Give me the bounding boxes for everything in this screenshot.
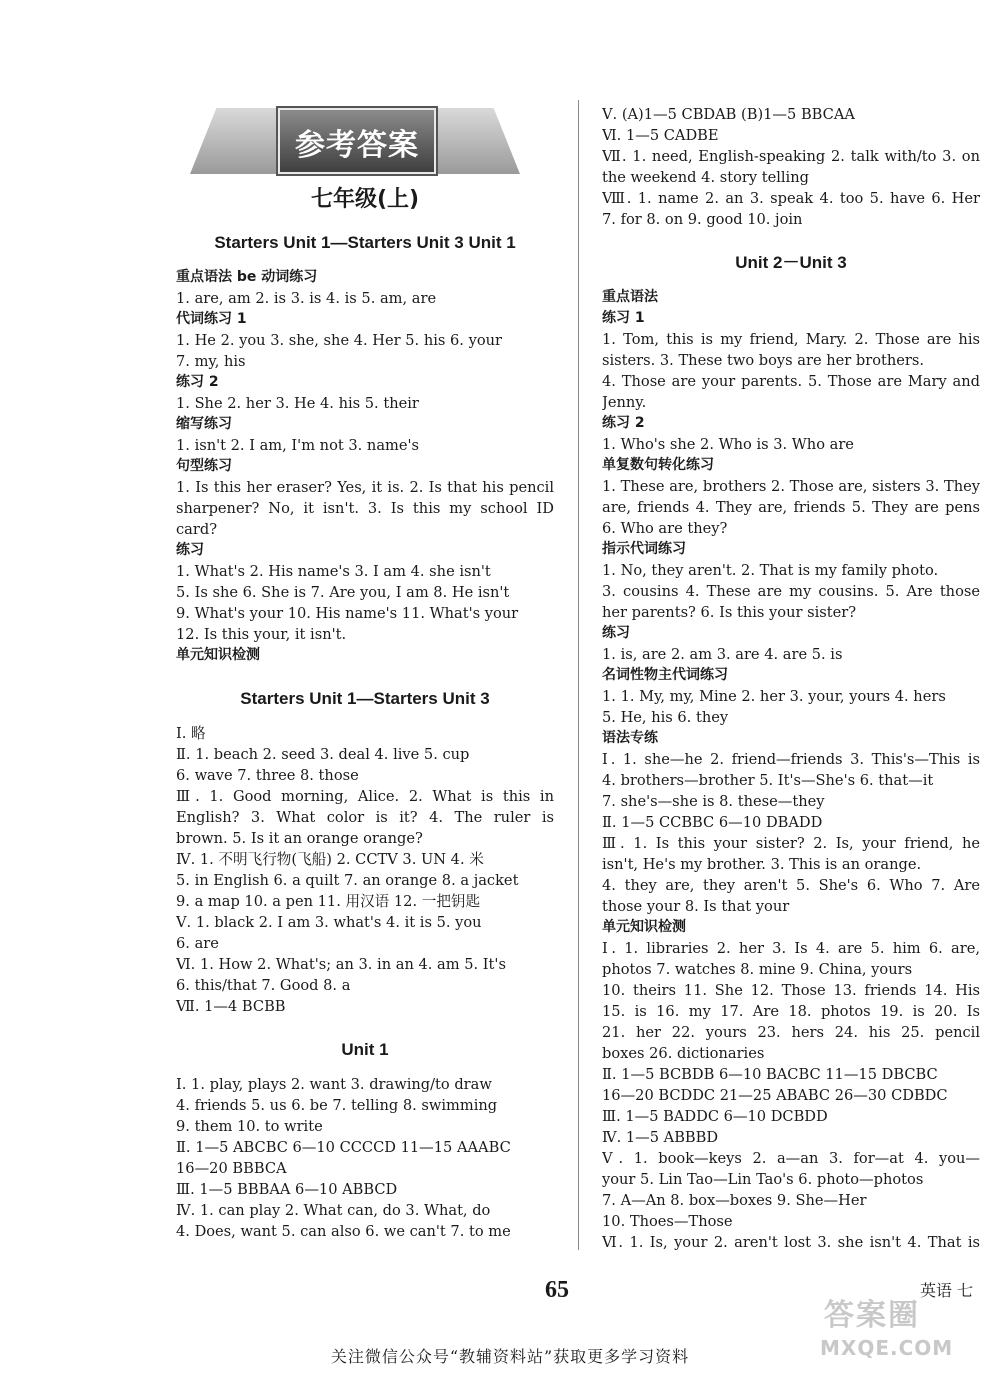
answer-line: 6. this/that 7. Good 8. a bbox=[176, 977, 351, 994]
section-heading: 缩写练习 bbox=[176, 416, 232, 432]
answer-line: 1. isn't 2. I am, I'm not 3. name's bbox=[176, 437, 419, 454]
answer-line: 6. are bbox=[176, 935, 219, 952]
section-heading: 代词练习 1 bbox=[176, 311, 247, 327]
answer-line: Ⅰ. 1. libraries 2. her 3. Is 4. are 5. him 6. are, bbox=[602, 940, 980, 957]
answer-line: 1. She 2. her 3. He 4. his 5. their bbox=[176, 395, 419, 412]
answer-line: 1. Tom, this is my friend, Mary. 2. Those are his bbox=[602, 331, 980, 348]
answer-line: photos 7. watches 8. mine 9. China, yours bbox=[602, 961, 913, 978]
answer-line: 5. Is she 6. She is 7. Are you, I am 8. He isn't bbox=[176, 584, 510, 601]
answer-line: 1. is, are 2. am 3. are 4. are 5. is bbox=[602, 646, 843, 663]
watermark-bottom: MXQE.COM bbox=[820, 1336, 954, 1360]
answer-line: 1. These are, brothers 2. Those are, sisters 3. They bbox=[602, 478, 980, 495]
answer-line: English? 3. What color is it? 4. The ruler is bbox=[176, 809, 554, 826]
answer-line: card? bbox=[176, 521, 218, 538]
answer-line: Ⅱ. 1. beach 2. seed 3. deal 4. live 5. cup bbox=[176, 746, 470, 763]
answer-line: 3. cousins 4. These are my cousins. 5. Are those bbox=[602, 583, 980, 600]
answer-line: Jenny. bbox=[602, 394, 647, 411]
answer-line: sisters. 3. These two boys are her brothers. bbox=[602, 352, 924, 369]
answer-line: Ⅳ. 1. can play 2. What can, do 3. What, do bbox=[176, 1202, 491, 1219]
answer-line: 21. her 22. yours 23. hers 24. his 25. pencil bbox=[602, 1024, 980, 1041]
answer-line: Ⅶ. 1. need, English-speaking 2. talk with/to 3. on bbox=[602, 148, 980, 165]
answer-line: your 5. Lin Tao—Lin Tao's 6. photo—photos bbox=[602, 1171, 924, 1188]
section-heading: 指示代词练习 bbox=[602, 541, 686, 557]
answer-line: Ⅳ. 1. 不明飞行物(飞船) 2. CCTV 3. UN 4. 米 bbox=[176, 851, 484, 868]
answer-line: 6. wave 7. three 8. those bbox=[176, 767, 359, 784]
answer-line: Ⅱ. 1—5 ABCBC 6—10 CCCCD 11—15 AAABC bbox=[176, 1139, 511, 1156]
answer-line: 1. He 2. you 3. she, she 4. Her 5. his 6. your bbox=[176, 332, 502, 349]
right-column bbox=[602, 104, 980, 1253]
answer-line: sharpener? No, it isn't. 3. Is this my school ID bbox=[176, 500, 554, 517]
answer-line: 5. in English 6. a quilt 7. an orange 8. a jacket bbox=[176, 872, 519, 889]
answer-line: 1. Who's she 2. Who is 3. Who are bbox=[602, 436, 854, 453]
answer-line: Ⅱ. 1—5 BCBDB 6—10 BACBC 11—15 DBCBC bbox=[602, 1066, 938, 1083]
answer-line: 4. Does, want 5. can also 6. we can't 7. to me bbox=[176, 1223, 511, 1240]
footer-note: 关注微信公众号“教辅资料站”获取更多学习资料 bbox=[330, 1347, 690, 1366]
answer-line: 7. A—An 8. box—boxes 9. She—Her bbox=[602, 1192, 867, 1209]
section-heading: 重点语法 be 动词练习 bbox=[176, 269, 318, 285]
answer-line: 4. they are, they aren't 5. She's 6. Who 7. Are bbox=[602, 877, 980, 894]
answer-line: 9. a map 10. a pen 11. 用汉语 12. 一把钥匙 bbox=[176, 893, 481, 910]
section-heading: 句型练习 bbox=[176, 458, 232, 474]
answer-line: 1. 1. My, my, Mine 2. her 3. your, yours 4. hers bbox=[602, 688, 946, 705]
section-heading: 单元知识检测 bbox=[602, 919, 686, 935]
unit-heading: Unit 1 bbox=[341, 1040, 389, 1059]
answer-line: 10. theirs 11. She 12. Those 13. friends 14. His bbox=[602, 982, 980, 999]
answer-line: boxes 26. dictionaries bbox=[602, 1045, 765, 1062]
section-heading: 练习 1 bbox=[602, 310, 645, 326]
answer-line: Ⅳ. 1—5 ABBBD bbox=[602, 1129, 719, 1146]
answer-line: 7. she's—she is 8. these—they bbox=[602, 793, 825, 810]
left-column bbox=[176, 100, 554, 1242]
answer-line: Ⅴ. 1. book—keys 2. a—an 3. for—at 4. you— bbox=[602, 1150, 980, 1167]
answer-line: those your 8. Is that your bbox=[602, 898, 790, 915]
answer-line: Ⅵ. 1. Is, your 2. aren't lost 3. she isn't 4. That is bbox=[602, 1234, 980, 1251]
answer-line: Ⅲ. 1. Is this your sister? 2. Is, your friend, he bbox=[602, 835, 980, 852]
answer-line: 9. them 10. to write bbox=[176, 1118, 323, 1135]
answer-line: 1. No, they aren't. 2. That is my family photo. bbox=[602, 562, 939, 579]
answer-line: her parents? 6. Is this your sister? bbox=[602, 604, 857, 621]
answer-line: isn't, He's my brother. 3. This is an orange. bbox=[602, 856, 922, 873]
section-heading: 练习 bbox=[176, 542, 204, 558]
answer-line: Ⅴ. 1. black 2. I am 3. what's 4. it is 5. you bbox=[176, 914, 482, 931]
answer-line: 15. is 16. my 17. Are 18. photos 19. is 20. Is bbox=[602, 1003, 980, 1020]
answer-line: 12. Is this your, it isn't. bbox=[176, 626, 347, 643]
answer-line: Ⅲ. 1. Good morning, Alice. 2. What is this in bbox=[176, 788, 554, 805]
answer-line: 7. for 8. on 9. good 10. join bbox=[602, 211, 803, 228]
answer-line: the weekend 4. story telling bbox=[602, 169, 809, 186]
section-heading: 练习 2 bbox=[176, 374, 219, 390]
answer-line: 5. He, his 6. they bbox=[602, 709, 729, 726]
answer-line: 9. What's your 10. His name's 11. What's your bbox=[176, 605, 519, 622]
watermark-top: 答案圈 bbox=[824, 1298, 920, 1333]
answer-line: Ⅵ. 1—5 CADBE bbox=[602, 127, 719, 144]
column-divider bbox=[578, 100, 579, 1250]
answer-line: 4. friends 5. us 6. be 7. telling 8. swimming bbox=[176, 1097, 498, 1114]
answer-line: 16—20 BCDDC 21—25 ABABC 26—30 CDBDC bbox=[602, 1087, 948, 1104]
section-heading: 单元知识检测 bbox=[176, 647, 260, 663]
section-heading: 名词性物主代词练习 bbox=[602, 667, 728, 683]
answer-line: 6. Who are they? bbox=[602, 520, 728, 537]
section-heading: 练习 bbox=[602, 625, 630, 641]
answer-line: are, friends 4. They are, friends 5. They are pens bbox=[602, 499, 980, 516]
section-heading: 语法专练 bbox=[602, 730, 658, 746]
answer-line: Ⅲ. 1—5 BADDC 6—10 DCBDD bbox=[602, 1108, 828, 1125]
banner-title: 参考答案 bbox=[295, 128, 419, 163]
page-number: 65 bbox=[545, 1277, 569, 1303]
answer-line: Ⅰ. 略 bbox=[176, 725, 206, 742]
unit-heading: Starters Unit 1—Starters Unit 3 bbox=[240, 689, 490, 708]
section-heading: 单复数句转化练习 bbox=[602, 457, 714, 473]
grade-title: 七年级(上) bbox=[310, 187, 420, 212]
answer-line: 4. Those are your parents. 5. Those are Mary and bbox=[602, 373, 980, 390]
answer-line: 1. What's 2. His name's 3. I am 4. she isn't bbox=[176, 563, 491, 580]
answer-line: 7. my, his bbox=[176, 353, 246, 370]
answer-line: Ⅶ. 1—4 BCBB bbox=[176, 998, 286, 1015]
answer-line: Ⅷ. 1. name 2. an 3. speak 4. too 5. have 6. Her bbox=[602, 190, 980, 207]
unit-heading: Starters Unit 1—Starters Unit 3 Unit 1 bbox=[214, 233, 516, 252]
answer-line: Ⅴ. (A)1—5 CBDAB (B)1—5 BBCAA bbox=[602, 106, 855, 123]
answer-line: 16—20 BBBCA bbox=[176, 1160, 287, 1177]
answer-line: brown. 5. Is it an orange orange? bbox=[176, 830, 423, 847]
answer-line: Ⅰ. 1. she—he 2. friend—friends 3. This's—This is bbox=[602, 751, 980, 768]
answer-line: Ⅲ. 1—5 BBBAA 6—10 ABBCD bbox=[176, 1181, 398, 1198]
answer-line: 1. are, am 2. is 3. is 4. is 5. am, are bbox=[176, 290, 437, 307]
section-heading: 重点语法 bbox=[602, 289, 658, 305]
answer-line: 1. Is this her eraser? Yes, it is. 2. Is that his pencil bbox=[176, 479, 554, 496]
unit-heading: Unit 2－Unit 3 bbox=[735, 253, 847, 272]
answer-line: Ⅰ. 1. play, plays 2. want 3. drawing/to draw bbox=[176, 1076, 492, 1093]
answer-line: Ⅱ. 1—5 CCBBC 6—10 DBADD bbox=[602, 814, 823, 831]
answer-line: 10. Thoes—Those bbox=[602, 1213, 733, 1230]
section-heading: 练习 2 bbox=[602, 415, 645, 431]
answer-line: 4. brothers—brother 5. It's—She's 6. that—it bbox=[602, 772, 934, 789]
answer-line: Ⅵ. 1. How 2. What's; an 3. in an 4. am 5. It's bbox=[176, 956, 506, 973]
corner-label: 英语 七 bbox=[920, 1281, 974, 1300]
